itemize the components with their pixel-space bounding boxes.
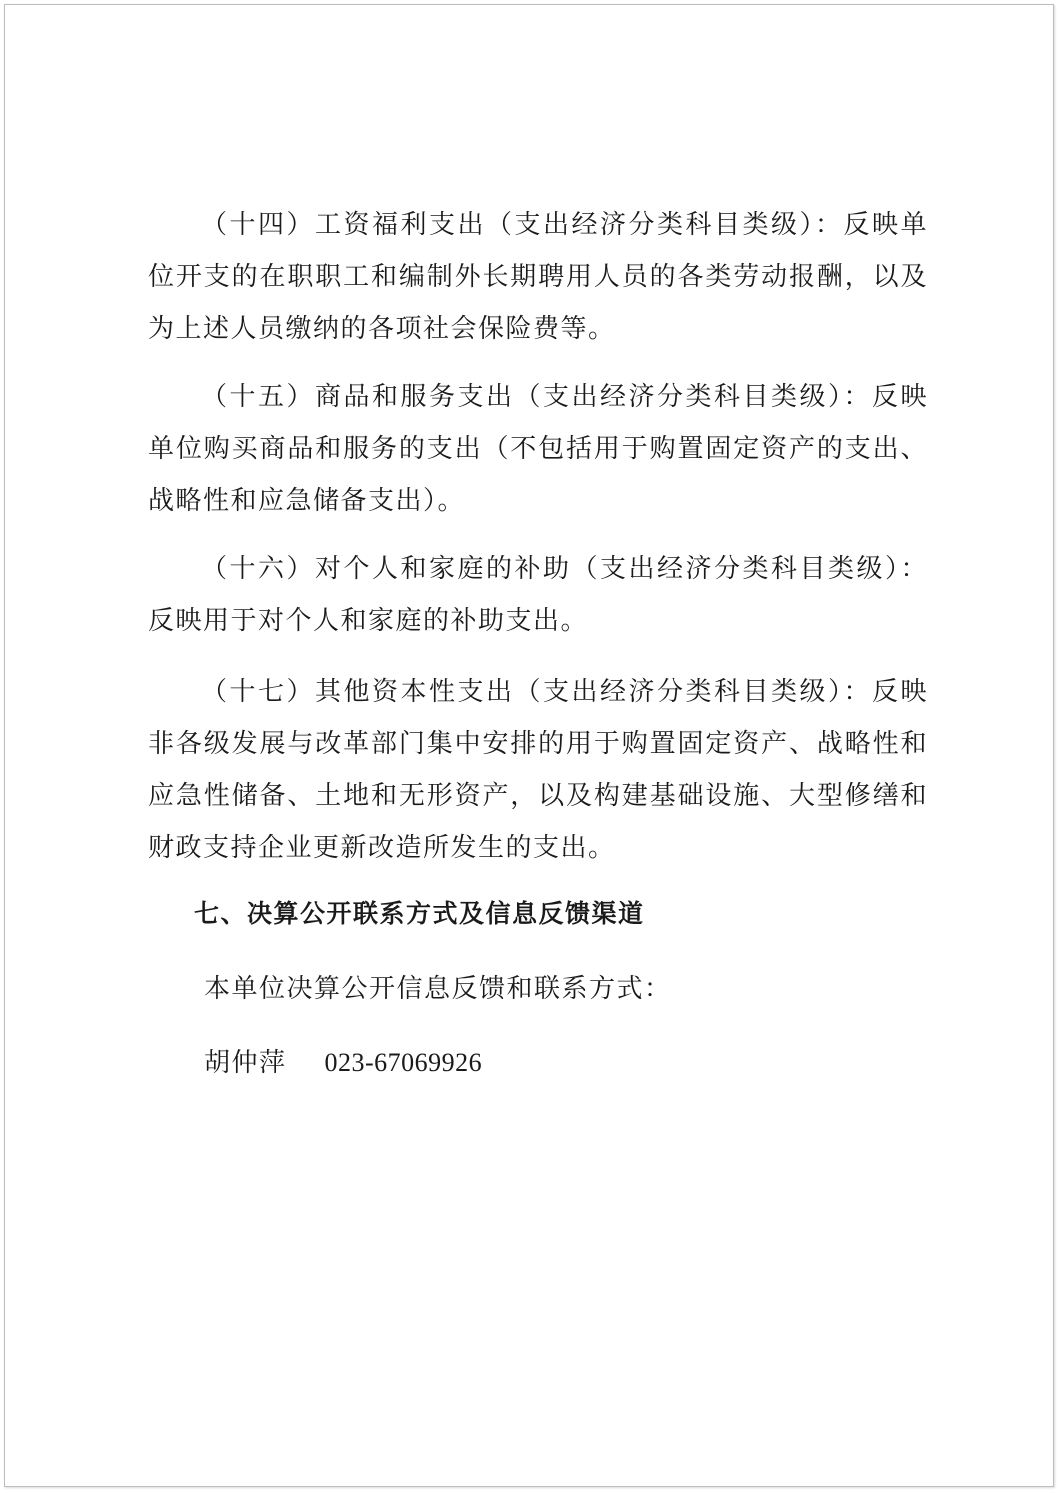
section-heading-contact: 七、决算公开联系方式及信息反馈渠道 xyxy=(194,899,645,928)
contact-intro-text: 本单位决算公开信息反馈和联系方式： xyxy=(204,974,672,1004)
contact-line xyxy=(204,1043,482,1083)
paragraph-goods-services-expenditure: （十五）商品和服务支出（支出经济分类科目类级）：反映单位购买商品和服务的支出（不包括用于购置固定资产的支出、战略性和应急储备支出）。 xyxy=(148,382,928,516)
paragraph-wage-welfare-expenditure: （十四）工资福利支出（支出经济分类科目类级）：反映单位开支的在职职工和编制外长期聘用人员的各类劳动报酬，以及为上述人员缴纳的各项社会保险费等。 xyxy=(148,210,928,344)
document-page xyxy=(4,4,1054,1487)
contact-phone: 023-67069926 xyxy=(324,1048,483,1077)
contact-name: 胡仲萍 xyxy=(204,1048,287,1078)
paragraph-other-capital-expenditure: （十七）其他资本性支出（支出经济分类科目类级）：反映非各级发展与改革部门集中安排的用于购置固定资产、战略性和应急性储备、土地和无形资产，以及构建基础设施、大型修缮和财政支持企业更新改造所发生的支出。 xyxy=(148,677,928,863)
paragraph-household-subsidy-expenditure: （十六）对个人和家庭的补助（支出经济分类科目类级）：反映用于对个人和家庭的补助支出。 xyxy=(148,554,928,636)
